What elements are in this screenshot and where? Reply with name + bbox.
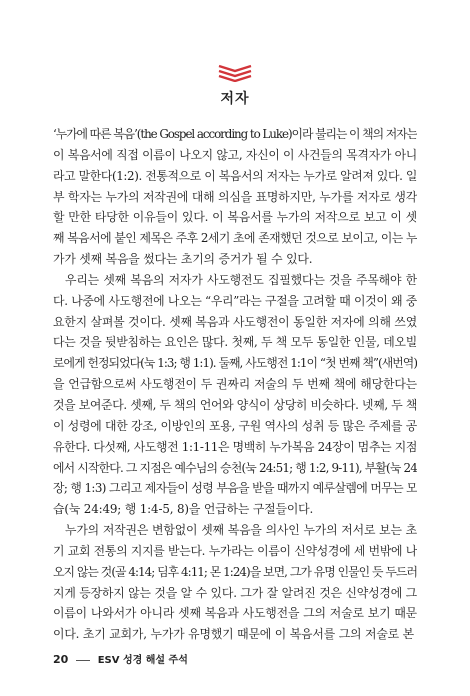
text-line: 에서 시작한다. 그 지점은 예수님의 승천(눅 24:51; 행 1:2, 9-11), 부활(눅 24 bbox=[53, 460, 417, 475]
text-line: 장; 행 1:3) 그리고 제자들이 성령 부음을 받을 때까지 예루살렘에 머무는 모 bbox=[53, 481, 417, 496]
text-line: 우리는 셋째 복음의 저자가 사도행전도 집필했다는 것을 주목해야 한 bbox=[65, 272, 417, 287]
paragraph bbox=[53, 124, 417, 270]
text-line: 로에게 헌정되었다(눅 1:3; 행 1:1). 둘째, 사도행전 1:1이 “첫 번째 책”(새번역) bbox=[53, 356, 417, 371]
text-line: 할 만한 타당한 이유들이 있다. 이 복음서를 누가의 저작으로 보고 이 셋 bbox=[53, 210, 417, 225]
section-heading: 저자 bbox=[220, 91, 250, 107]
text-line: 다는 것을 뒷받침하는 요인은 많다. 첫째, 두 책 모두 동일한 인물, 데오빌 bbox=[53, 335, 417, 350]
body-text bbox=[53, 124, 417, 645]
text-line: 오지 않는 것(골 4:14; 딤후 4:11; 몬 1:24)을 보면, 그가 유명 인물인 듯 두드러 bbox=[53, 564, 417, 579]
text-line: 이 성령에 대한 강조, 이방인의 포용, 구원 역사의 성취 등 많은 주제를 공 bbox=[53, 418, 417, 433]
running-title: ESV 성경 해설 주석 bbox=[97, 655, 188, 666]
page-number: 20 bbox=[53, 653, 69, 666]
text-line: ‘누가에 따른 복음’(the Gospel according to Luke)이라 불리는 이 책의 저자는 bbox=[53, 127, 417, 141]
paragraph bbox=[53, 520, 417, 645]
footer-divider bbox=[76, 660, 90, 661]
text-line: 가가 셋째 복음을 썼다는 초기의 증거가 될 수 있다. bbox=[53, 252, 313, 267]
text-line: 지게 등장하지 않는 것을 알 수 있다. 그가 잘 알려진 것은 신약성경에 그 bbox=[53, 585, 417, 600]
text-line: 누가의 저작권은 변함없이 셋째 복음을 의사인 누가의 저서로 보는 초 bbox=[65, 523, 417, 538]
text-line: 이다. 초기 교회가, 누가가 유명했기 때문에 이 복음서를 그의 저술로 본 bbox=[53, 627, 414, 642]
text-line: 요한지 살펴볼 것이다. 셋째 복음과 사도행전이 동일한 저자에 의해 쓰였 bbox=[53, 314, 417, 329]
text-line: 라고 말한다(1:2). 전통적으로 이 복음서의 저자는 누가로 알려져 있다. 일 bbox=[53, 168, 417, 183]
text-line: 이름이 나와서가 아니라 셋째 복음과 사도행전을 그의 저술로 보기 때문 bbox=[53, 606, 417, 621]
text-line: 을 언급함으로써 사도행전이 두 권짜리 저술의 두 번째 책에 해당한다는 bbox=[53, 377, 417, 392]
text-line: 째 복음서에 붙인 제목은 주후 2세기 초에 존재했던 것으로 보이고, 이는 누 bbox=[53, 231, 417, 246]
text-line: 기 교회 전통의 지지를 받는다. 누가라는 이름이 신약성경에 세 번밖에 나 bbox=[53, 543, 417, 558]
text-line: 부 학자는 누가의 저작권에 대해 의심을 표명하지만, 누가를 저자로 생각 bbox=[53, 189, 417, 204]
page-footer bbox=[53, 651, 188, 666]
text-line: 이 복음서에 직접 이름이 나오지 않고, 자신이 이 사건들의 목격자가 아니 bbox=[53, 147, 417, 162]
text-line: 유한다. 다섯째, 사도행전 1:1-11은 명백히 누가복음 24장이 멈추는 지점 bbox=[53, 439, 417, 454]
text-line: 다. 나중에 사도행전에 나오는 “우리”라는 구절을 고려할 때 이것이 왜 중 bbox=[53, 293, 417, 308]
text-line: 습(눅 24:49; 행 1:4-5, 8)을 언급하는 구절들이다. bbox=[53, 502, 314, 517]
paragraph bbox=[53, 270, 417, 520]
stacked-red-chevrons-icon bbox=[216, 62, 254, 82]
text-line: 것을 보여준다. 셋째, 두 책의 언어와 양식이 상당히 비슷하다. 넷째, 두 책 bbox=[53, 397, 417, 412]
